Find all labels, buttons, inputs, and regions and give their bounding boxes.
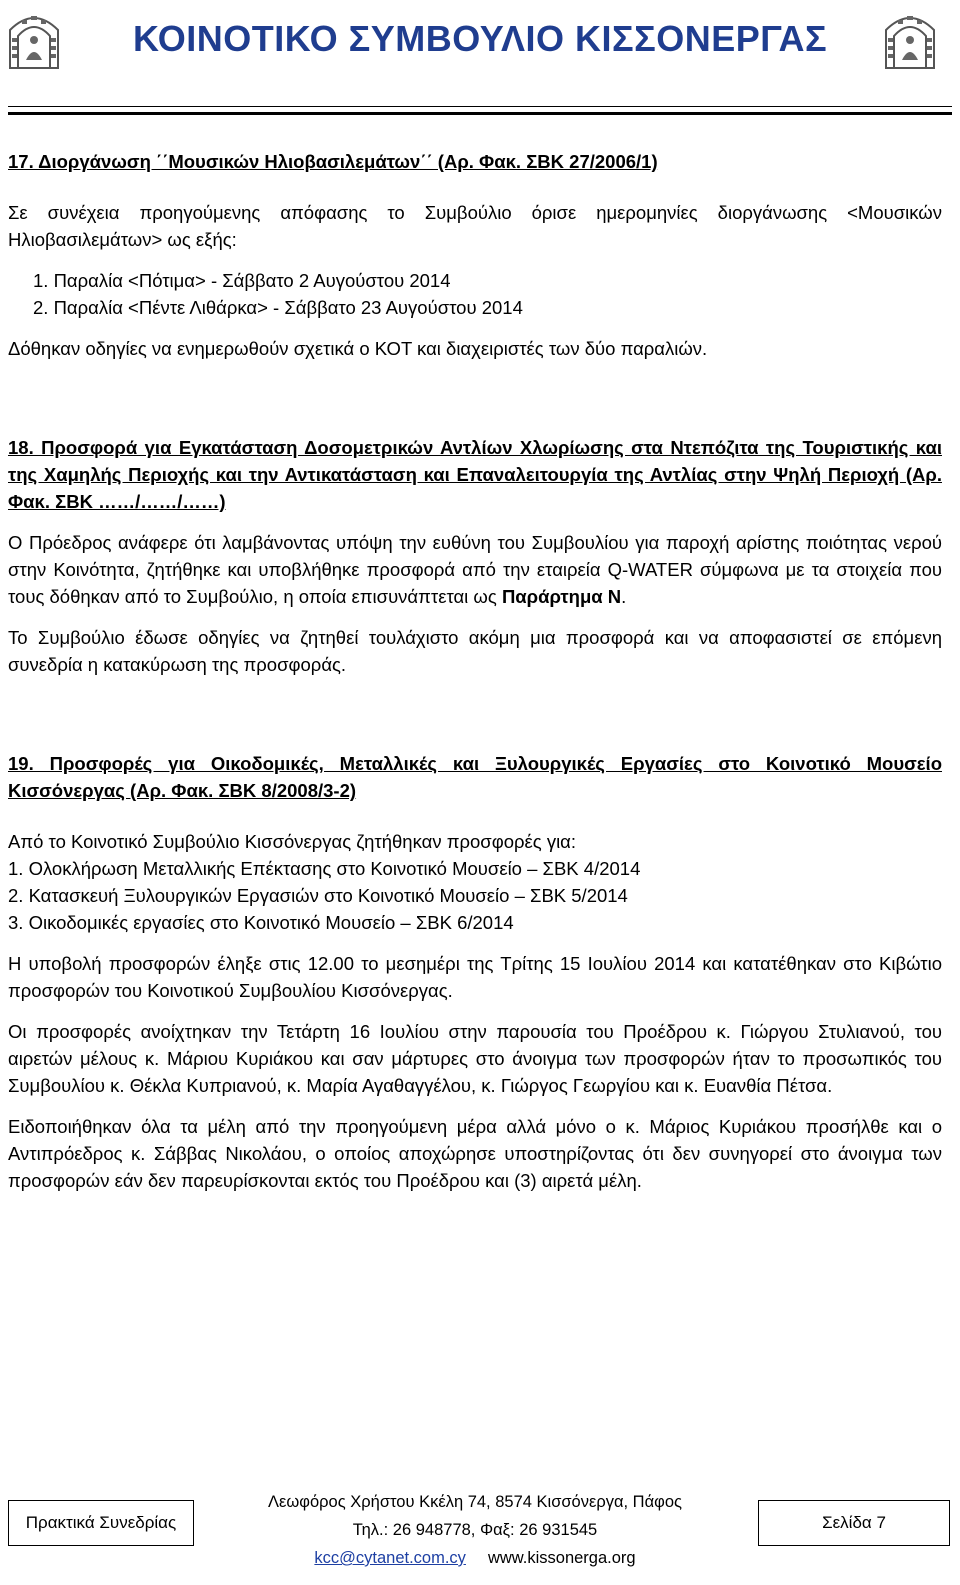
section-18-title: 18. Προσφορά για Εγκατάσταση Δοσομετρικών Αντλίων Χλωρίωσης στα Ντεπόζιτα της Τουριστικής και της Χαμηλής Περιοχής και την Αντικατάσταση και Επαναλειτουργία της Αντλίας στην Ψηλή Περιοχή (Αρ. Φακ. ΣΒΚ ……/……/……) [8, 437, 942, 512]
document-body [8, 148, 942, 1194]
footer-page-number: Σελίδα 7 [758, 1500, 950, 1546]
section-17-intro: Σε συνέχεια προηγούμενης απόφασης το Συμβούλιο όρισε ημερομηνίες διοργάνωσης <Μουσικών Ηλιοβασιλεμάτων> ως εξής: [8, 202, 942, 250]
section-17-title: 17. Διοργάνωση ΄΄Μουσικών Ηλιοβασιλεμάτων΄΄ (Αρ. Φακ. ΣΒΚ 27/2006/1) [8, 151, 658, 172]
section-19-deadline-paragraph: Η υποβολή προσφορών έληξε στις 12.00 το μεσημέρι της Τρίτης 15 Ιουλίου 2014 και κατατέθηκαν στο Κιβώτιο προσφορών του Κοινοτικού Συμβουλίου Κισσόνεργας. [8, 953, 942, 1001]
page-title: ΚΟΙΝΟΤΙΚΟ ΣΥΜΒΟΥΛΙΟ ΚΙΣΣΟΝΕΡΓΑΣ [132, 18, 828, 59]
section-18-paragraph-1-text: Ο Πρόεδρος ανάφερε ότι λαμβάνοντας υπόψη την ευθύνη του Συμβουλίου για παροχή αρίστης ποιότητας νερού στην Κοινότητα, ζητήθηκε και υποβλήθηκε προσφορά από την εταιρεία Q-WATER σύμφωνα με τα στοιχεία που τους δόθηκαν από το Συμβούλιο, η οποία επισυνάπτεται ως [8, 532, 942, 607]
section-18-paragraph-2: Το Συμβούλιο έδωσε οδηγίες να ζητηθεί τουλάχιστο ακόμη μια προσφορά και να αποφασιστεί σε επόμενη συνεδρία η κατακύρωση της προσφοράς. [8, 627, 942, 675]
page-header [0, 0, 960, 118]
section-18-paragraph-1 [8, 529, 942, 610]
section-17 [8, 148, 942, 362]
footer-address: Λεωφόρος Χρήστου Κκέλη 74, 8574 Κισσόνεργα, Πάφος [268, 1493, 682, 1511]
community-crest-right-icon [880, 8, 940, 72]
page-footer [0, 1480, 960, 1585]
section-17-item-1: 1. Παραλία <Πότιμα> - Σάββατο 2 Αυγούστου 2014 [33, 270, 451, 291]
section-19-intro: Από το Κοινοτικό Συμβούλιο Κισσόνεργας ζητήθηκαν προσφορές για: [8, 831, 577, 852]
section-19-item-3: 3. Οικοδομικές εργασίες στο Κοινοτικό Μουσείο – ΣΒΚ 6/2014 [8, 912, 514, 933]
header-divider-thick [8, 112, 952, 115]
section-19-item-1: 1. Ολοκλήρωση Μεταλλικής Επέκτασης στο Κοινοτικό Μουσείο – ΣΒΚ 4/2014 [8, 858, 641, 879]
community-crest-left-icon [4, 8, 64, 72]
section-19-notified-paragraph: Ειδοποιήθηκαν όλα τα μέλη από την προηγούμενη μέρα αλλά μόνο ο κ. Μάριος Κυριάκου προσήλθε και ο Αντιπρόεδρος κ. Σάββας Νικολάου, ο οποίος αποχώρησε υποστηρίζοντας ότι δεν συνηγορεί στο άνοιγμα των προσφορών εάν δεν παρευρίσκονται εκτός του Προέδρου και (3) αιρετά μέλη. [8, 1116, 942, 1191]
footer-contact-block [200, 1488, 750, 1572]
section-18-paragraph-1-end: . [621, 586, 627, 607]
section-19 [8, 750, 942, 1194]
footer-phones: Τηλ.: 26 948778, Φαξ: 26 931545 [352, 1521, 598, 1539]
section-17-closing: Δόθηκαν οδηγίες να ενημερωθούν σχετικά ο ΚΟΤ και διαχειριστές των δύο παραλιών. [8, 338, 708, 359]
appendix-reference: Παράρτημα Ν [501, 586, 622, 607]
footer-web-line [200, 1544, 750, 1572]
footer-website: www.kissonerga.org [487, 1549, 636, 1567]
section-19-item-2: 2. Κατασκευή Ξυλουργικών Εργασιών στο Κοινοτικό Μουσείο – ΣΒΚ 5/2014 [8, 885, 628, 906]
section-17-item-2: 2. Παραλία <Πέντε Λιθάρκα> - Σάββατο 23 Αυγούστου 2014 [33, 297, 523, 318]
section-19-title: 19. Προσφορές για Οικοδομικές, Μεταλλικές και Ξυλουργικές Εργασίες στο Κοινοτικό Μουσείο Κισσόνεργας (Αρ. Φακ. ΣΒΚ 8/2008/3-2) [8, 753, 942, 801]
section-19-opening-paragraph: Οι προσφορές ανοίχτηκαν την Τετάρτη 16 Ιουλίου στην παρουσία του Προέδρου κ. Γιώργου Στυλιανού, του αιρετών μέλους κ. Μάριου Κυριάκου και σαν μάρτυρες στο άνοιγμα των προσφορών ήταν το προσωπικός του Συμβουλίου κ. Θέκλα Κυπριανού, κ. Μαρία Αγαθαγγέλου, κ. Γιώργος Γεωργίου και κ. Ευανθία Πέτσα. [8, 1021, 942, 1096]
footer-email-link[interactable]: kcc@cytanet.com.cy [314, 1549, 466, 1567]
section-18 [8, 434, 942, 678]
footer-minutes-label: Πρακτικά Συνεδρίας [8, 1500, 194, 1546]
header-divider-thin [8, 106, 952, 107]
